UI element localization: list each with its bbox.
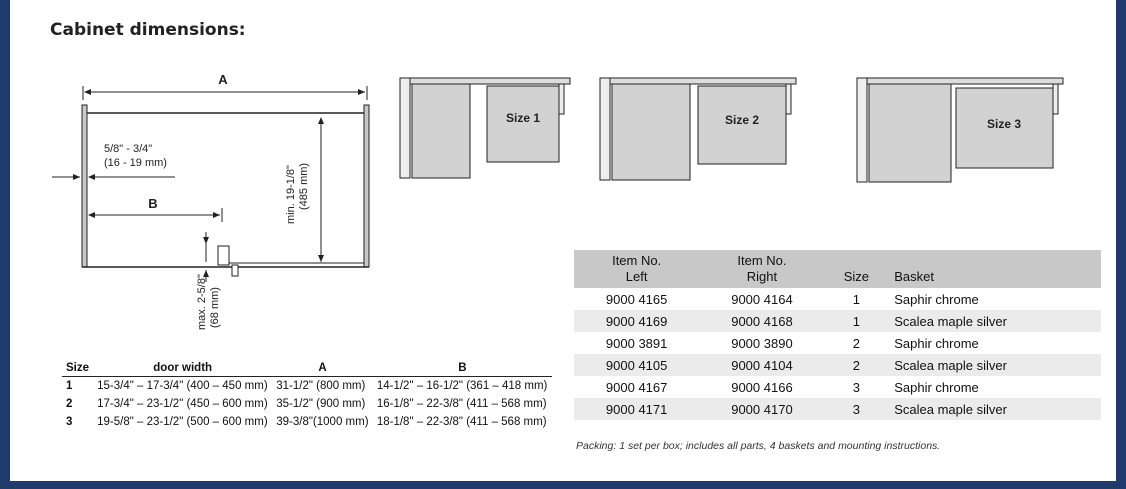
table-row	[62, 377, 552, 396]
table-row	[574, 354, 1101, 376]
table-cell: Scalea maple silver	[888, 354, 1101, 376]
table-cell: 3	[825, 376, 889, 398]
table-cell: 35-1/2" (900 mm)	[276, 398, 366, 410]
table-cell: 9000 4169	[574, 310, 699, 332]
table-cell: 9000 4170	[699, 398, 824, 420]
dimension-a-label: A	[218, 72, 228, 87]
table-cell: Saphir chrome	[888, 288, 1101, 310]
table-cell: 18-1/8" – 22-3/8" (411 – 568 mm)	[376, 416, 547, 428]
side-gap-label-line1: 5/8" - 3/4"	[104, 143, 153, 155]
table-row	[574, 310, 1101, 332]
table-row	[574, 398, 1101, 420]
table-row	[574, 376, 1101, 398]
base-height-label-line2: (68 mm)	[209, 287, 221, 328]
column-header: Size	[62, 360, 93, 377]
table-cell: Saphir chrome	[888, 332, 1101, 354]
dimension-b-label: B	[148, 196, 158, 211]
column-header: A	[272, 360, 373, 377]
size-3-illustration	[857, 78, 1063, 182]
size-2-illustration	[600, 78, 796, 180]
table-cell: Saphir chrome	[888, 376, 1101, 398]
header-line: Right	[746, 269, 778, 284]
table-cell: 9000 4164	[699, 288, 824, 310]
table-cell: 9000 3890	[699, 332, 824, 354]
table-cell: 15-3/4" – 17-3/4" (400 – 450 mm)	[97, 380, 268, 392]
product-sheet	[10, 0, 1116, 481]
table-cell: Scalea maple silver	[888, 310, 1101, 332]
height-label-line2: (485 mm)	[298, 162, 310, 210]
table-header-row	[62, 360, 552, 377]
table-header-row	[574, 250, 1101, 288]
table-cell: 2	[825, 332, 889, 354]
table-row	[62, 395, 552, 413]
page-title: Cabinet dimensions:	[50, 20, 246, 40]
column-header: door width	[93, 360, 272, 377]
table-cell: 9000 3891	[574, 332, 699, 354]
header-line: Left	[625, 269, 648, 284]
table-cell: 3	[825, 398, 889, 420]
table-cell: 2	[66, 398, 73, 410]
table-row	[574, 332, 1101, 354]
packing-note: Packing: 1 set per box; includes all parts, 4 baskets and mounting instructions.	[576, 440, 941, 452]
header-line: Item No.	[612, 253, 662, 268]
bottom-border	[0, 481, 1126, 489]
table-cell: 17-3/4" – 23-1/2" (450 – 600 mm)	[97, 398, 268, 410]
header-line: Item No.	[737, 253, 787, 268]
column-header-left	[574, 250, 699, 288]
table-cell: 31-1/2" (800 mm)	[276, 380, 366, 392]
table-cell: 3	[66, 416, 73, 428]
table-cell: Scalea maple silver	[888, 398, 1101, 420]
table-cell: 9000 4167	[574, 376, 699, 398]
side-gap-label-line2: (16 - 19 mm)	[104, 157, 167, 169]
size-1-label: Size 1	[505, 111, 541, 125]
column-header: B	[373, 360, 552, 377]
table-cell: 1	[825, 288, 889, 310]
table-cell: 9000 4166	[699, 376, 824, 398]
item-number-table	[574, 250, 1101, 420]
table-cell: 39-3/8"(1000 mm)	[276, 416, 369, 428]
height-label-line1: min. 19-1/8"	[285, 165, 297, 224]
column-header-right	[699, 250, 824, 288]
column-header-basket: Basket	[888, 250, 1101, 288]
table-cell: 1	[825, 310, 889, 332]
base-height-label-line1: max. 2-5/8"	[196, 274, 208, 330]
size-3-label: Size 3	[986, 117, 1022, 131]
table-cell: 1	[66, 380, 73, 392]
table-cell: 9000 4105	[574, 354, 699, 376]
table-row	[62, 413, 552, 431]
table-cell: 19-5/8" – 23-1/2" (500 – 600 mm)	[97, 416, 268, 428]
table-cell: 2	[825, 354, 889, 376]
size-dimensions-table	[62, 360, 552, 431]
table-cell: 9000 4171	[574, 398, 699, 420]
table-cell: 14-1/2" – 16-1/2" (361 – 418 mm)	[376, 380, 548, 392]
table-cell: 9000 4104	[699, 354, 824, 376]
size-2-label: Size 2	[724, 113, 760, 127]
table-row	[574, 288, 1101, 310]
table-cell: 16-1/8" – 22-3/8" (411 – 568 mm)	[376, 398, 547, 410]
table-cell: 9000 4168	[699, 310, 824, 332]
size-illustrations	[390, 70, 1080, 190]
size-1-illustration	[400, 78, 570, 178]
column-header-size: Size	[825, 250, 889, 288]
table-cell: 9000 4165	[574, 288, 699, 310]
